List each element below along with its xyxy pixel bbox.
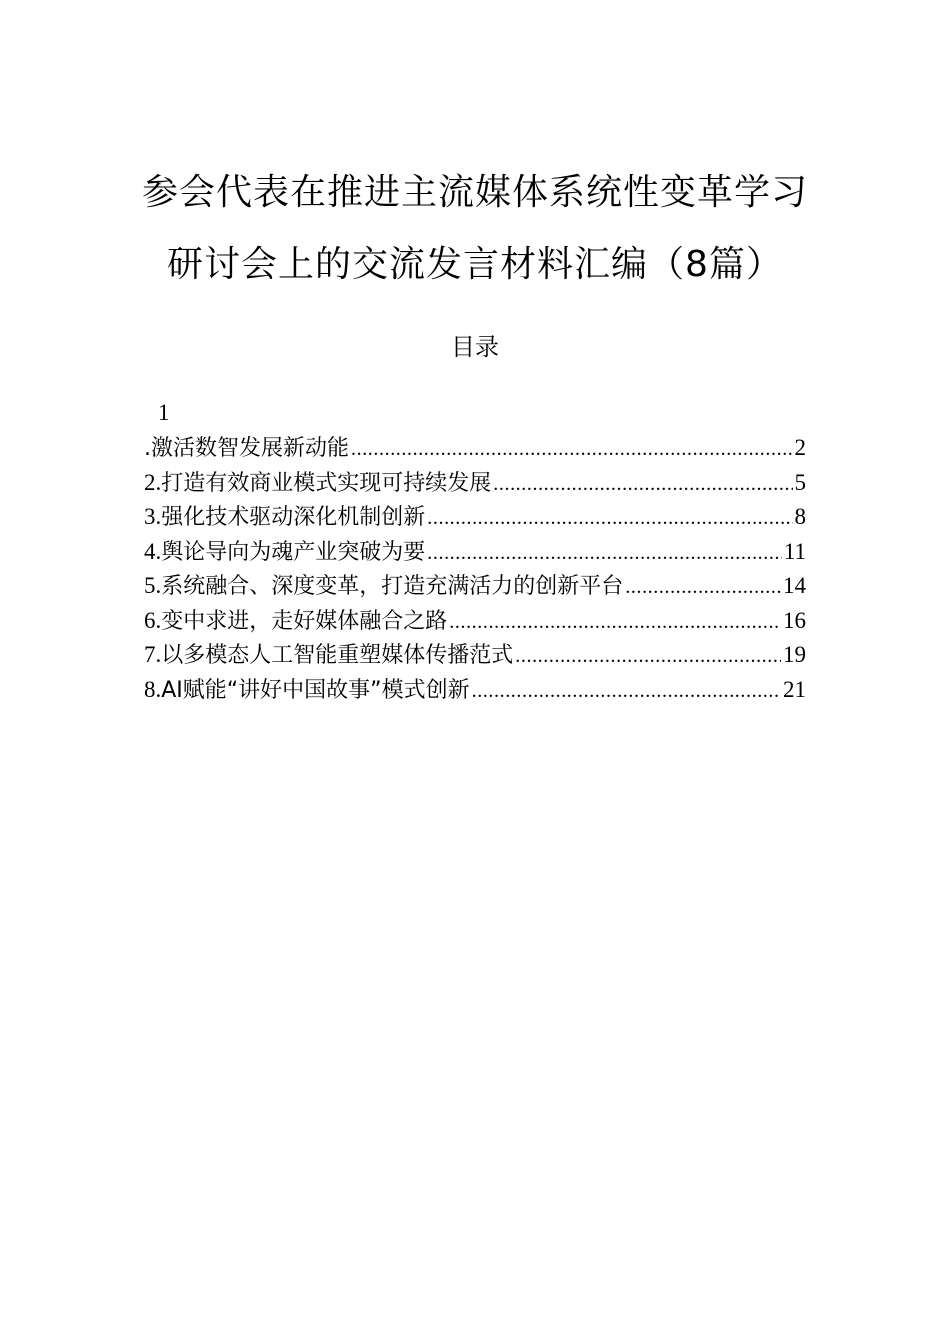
toc-entry[interactable] — [144, 500, 806, 535]
toc-heading: 目录 — [451, 333, 499, 361]
toc-entry-number: 7. — [144, 642, 162, 667]
toc-entry[interactable] — [144, 569, 806, 604]
toc-dot-leader — [515, 645, 781, 668]
toc-entry-title: 舆论导向为魂产业突破为要 — [161, 539, 426, 565]
toc-entry-number: 2. — [144, 469, 162, 495]
toc-entry-page: 2 — [794, 435, 806, 460]
toc-entry-page: 14 — [783, 573, 806, 598]
toc-list — [144, 431, 806, 707]
toc-dot-leader — [449, 611, 781, 634]
document-title-line-1: 参会代表在推进主流媒体系统性变革学习 — [141, 172, 808, 213]
toc-dot-leader — [351, 438, 793, 461]
toc-entry-title: 强化技术驱动深化机制创新 — [161, 505, 426, 530]
toc-dot-leader — [625, 576, 781, 599]
toc-entry-title: 变中求进，走好媒体融合之路 — [161, 608, 448, 634]
toc-entry-page: 16 — [783, 607, 806, 633]
toc-entry-title: AI赋能“讲好中国故事”模式创新 — [161, 677, 470, 703]
toc-entry-page: 19 — [783, 642, 806, 667]
toc-entry-page: 11 — [783, 538, 806, 564]
toc-entry[interactable] — [144, 466, 806, 501]
toc-entry-title: 系统融合、深度变革，打造充满活力的创新平台 — [161, 574, 624, 599]
toc-entry[interactable] — [144, 535, 806, 570]
toc-entry-number: 8. — [144, 676, 162, 702]
toc-entry-page: 8 — [794, 504, 806, 529]
toc-dot-leader — [472, 680, 781, 703]
toc-entry-number: 3. — [144, 504, 162, 529]
toc-entry[interactable] — [144, 431, 806, 466]
toc-entry[interactable] — [144, 604, 806, 639]
toc-entry[interactable] — [144, 638, 806, 673]
toc-entry-page: 21 — [783, 676, 806, 702]
toc-entry-number: 5. — [144, 573, 162, 598]
toc-first-number: 1 — [158, 400, 170, 425]
toc-dot-leader — [427, 507, 792, 530]
toc-entry[interactable] — [144, 673, 806, 708]
toc-entry-title: .激活数智发展新动能 — [144, 436, 349, 461]
toc-dot-leader — [427, 542, 782, 565]
toc-entry-number: 6. — [144, 607, 162, 633]
document-title-line-2: 研讨会上的交流发言材料汇编（8篇） — [167, 244, 783, 285]
toc-entry-number: 4. — [144, 538, 162, 564]
toc-entry-page: 5 — [794, 469, 806, 495]
toc-entry-title: 以多模态人工智能重塑媒体传播范式 — [161, 643, 514, 668]
toc-dot-leader — [493, 473, 792, 496]
toc-entry-title: 打造有效商业模式实现可持续发展 — [161, 470, 492, 496]
